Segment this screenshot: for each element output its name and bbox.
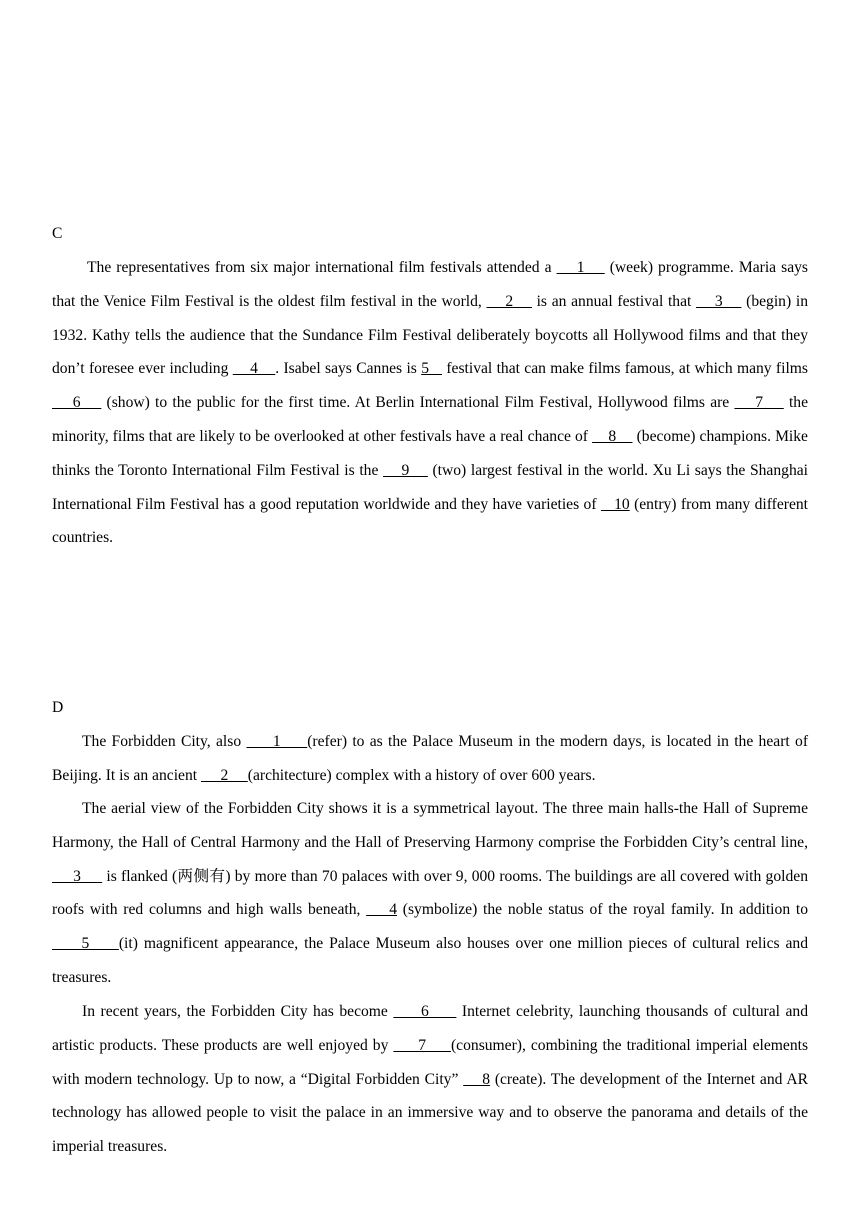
- blank-field: 1: [556, 259, 605, 276]
- blank-field: 1: [246, 733, 308, 750]
- blank-field: 10: [600, 495, 630, 513]
- blank-field: 3: [52, 867, 103, 885]
- section-d-paragraph-1: The Forbidden City, also 1 (refer) to as the Palace Museum in the modern days, is located in the heart of Beijing. It is an ancient 2 (architecture) complex with a history of over 600 years.: [52, 733, 809, 784]
- section-c-label: C: [52, 225, 63, 242]
- section-d-label: D: [52, 699, 64, 716]
- blank-field: 6: [52, 394, 102, 412]
- blank-field: 2: [200, 766, 248, 784]
- blank-field: 3: [696, 292, 742, 310]
- blank-field: 8: [463, 1070, 491, 1088]
- blank-field: 5: [421, 360, 443, 378]
- section-d-paragraph-3: In recent years, the Forbidden City has become 6 Internet celebrity, launching thousands of cultural and artistic products. These products are well enjoyed by 7 (consumer), combining the traditional imperial elements with modern technology. Up to now, a “Digital Forbidden City” 8 (create). The development of the Internet and AR technology has allowed people to visit the palace in an immersive way and to observe the panorama and details of the imperial treasures.: [52, 1003, 809, 1156]
- blank-field: 4: [366, 901, 398, 919]
- blank-field: 2: [486, 292, 532, 310]
- section-d-paragraph-2: The aerial view of the Forbidden City shows it is a symmetrical layout. The three main halls-the Hall of Supreme Harmony, the Hall of Central Harmony and the Hall of Preserving Harmony comprise the Forbidden City’s central line, 3 is flanked (两侧有) by more than 70 palaces with over 9, 000 rooms. The buildings are all covered with golden roofs with red columns and high walls beneath, 4 (symbolize) the noble status of the royal family. In addition to 5 (it) magnificent appearance, the Palace Museum also houses over one million pieces of cultural relics and treasures.: [52, 800, 809, 986]
- section-c-paragraph: The representatives from six major international film festivals attended a 1 (week) programme. Maria says that the Venice Film Festival is the oldest film festival in the world, 2 is an annual festival that 3 (begin) in 1932. Kathy tells the audience that the Sundance Film Festival deliberately boycotts all Hollywood films and that they don’t foresee ever including 4 . Isabel says Cannes is 5 festival that can make films famous, at which many films 6 (show) to the public for the first time. At Berlin International Film Festival, Hollywood films are 7 the minority, films that are likely to be overlooked at other festivals have a real chance of 8 (become) champions. Mike thinks the Toronto International Film Festival is the 9 (two) largest festival in the world. Xu Li says the Shanghai International Film Festival has a good reputation worldwide and they have varieties of 10 (entry) from many different countries.: [52, 259, 809, 547]
- blank-field: 7: [393, 1036, 451, 1054]
- blank-field: 8: [592, 427, 633, 445]
- blank-field: 6: [393, 1003, 457, 1020]
- blank-field: 4: [232, 360, 276, 378]
- blank-field: 5: [52, 935, 119, 953]
- blank-field: 9: [383, 461, 428, 479]
- blank-field: 7: [734, 394, 784, 412]
